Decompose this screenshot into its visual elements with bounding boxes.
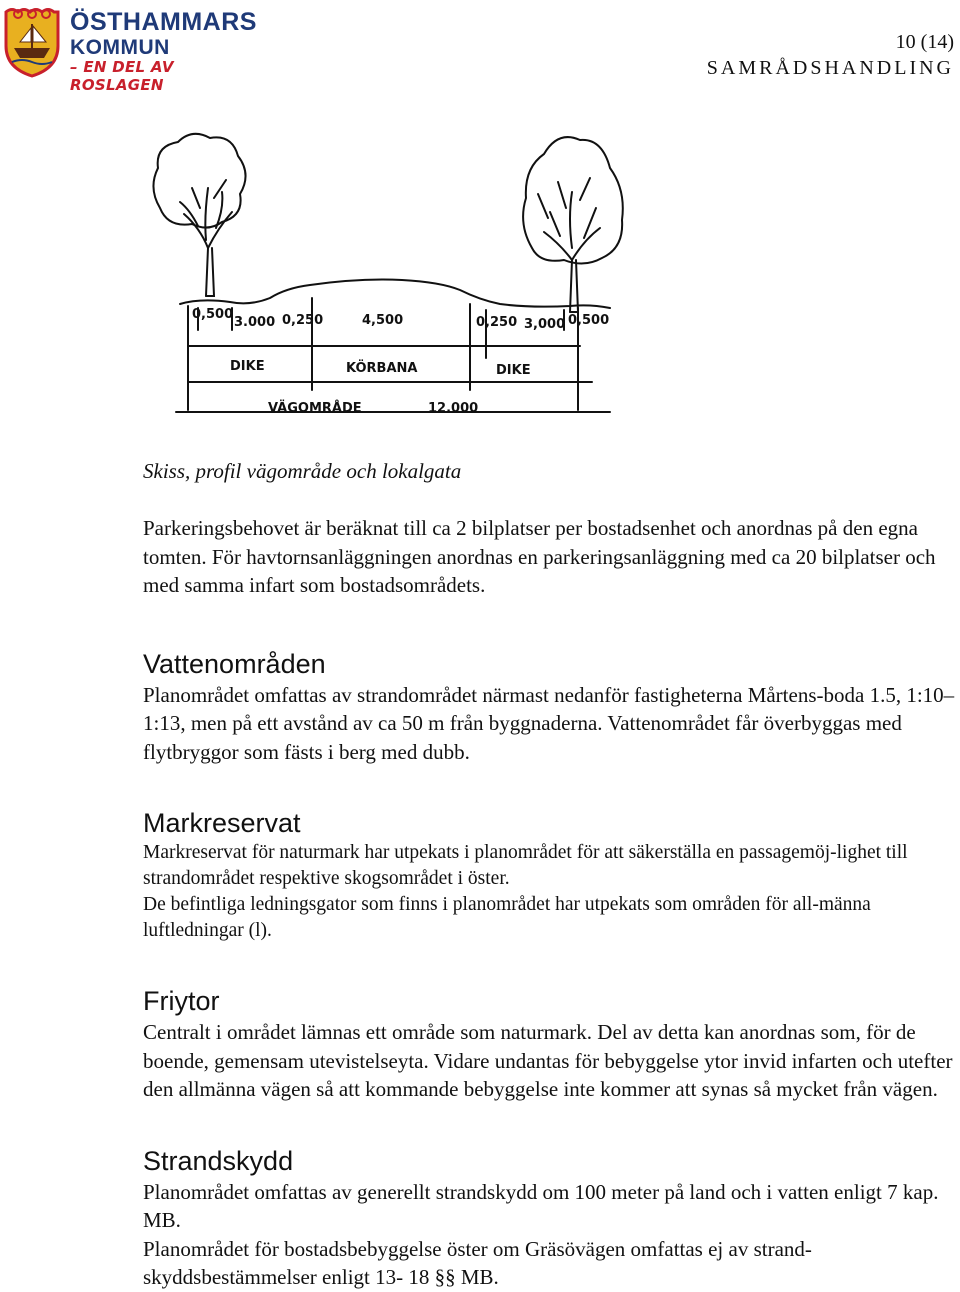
section-paragraph: De befintliga ledningsgator som finns i planområdet har utpekats som områden för all-männa luftledningar (l).: [143, 894, 871, 941]
logo-tagline: – EN DEL AV ROSLAGEN: [70, 58, 174, 94]
tree-right-icon: [523, 137, 623, 312]
logo-name-line1: ÖSTHAMMARS: [70, 8, 257, 36]
section-paragraph: Planområdet för bostadsbebyggelse öster om Gräsövägen omfattas ej av strand-skyddsbestämmelser enligt 13- 18 §§ MB.: [143, 1236, 812, 1289]
label-verge-left: 0,250: [282, 313, 324, 328]
section-paragraph: Centralt i området lämnas ett område som naturmark. Del av detta kan anordnas som, för de boende, gemensam utevistelseyta. Vidare undantas för bebyggelse ytor invid infarten och utefter den allmänna vägen så att kommande bebyggelse inte kommer att synas så mycket från vägen.: [143, 1020, 953, 1101]
tree-left-icon: [153, 134, 245, 296]
label-ditch-right-width: 3,000: [524, 317, 566, 332]
section-heading: Friytor: [143, 986, 220, 1016]
section-paragraph: Markreservat för naturmark har utpekats i planområdet för att säkerställa en passagemöj-lighet till strandområdet respektive skogsområdet i öster.: [143, 842, 908, 889]
section-heading: Strandskydd: [143, 1145, 294, 1176]
label-ditch-left-width: 3.000: [234, 315, 276, 330]
section-paragraph: Planområdet omfattas av generellt strandskydd om 100 meter på land och i vatten enligt 7 kap. MB.: [143, 1179, 939, 1232]
logo-name-line2: KOMMUN: [70, 36, 170, 59]
section-heading: Vattenområden: [143, 648, 326, 679]
section-heading: Markreservat: [143, 808, 301, 838]
label-verge-right: 0,250: [476, 315, 518, 330]
section-markreservat: [143, 806, 958, 944]
label-shoulder-right: 0,500: [568, 313, 610, 328]
document-body: [143, 456, 958, 1292]
municipality-logo: [2, 4, 257, 94]
section-paragraph: Planområdet omfattas av strandområdet närmast nedanför fastigheterna Mårtens-boda 1.5, 1:10–1:13, men på ett avstånd av ca 50 m från byggnaderna. Vattenområdet får överbyggas med flytbryggor som fästs i berg med dubb.: [143, 682, 955, 764]
coat-of-arms-icon: [2, 6, 62, 78]
label-dike-left: DIKE: [230, 359, 265, 374]
label-vagomrade: VÄGOMRÅDE: [268, 401, 362, 416]
label-total-width: 12.000: [428, 401, 479, 416]
road-profile-sketch: [140, 128, 640, 428]
section-vattenomraden: [143, 647, 958, 767]
label-korbana: KÖRBANA: [346, 361, 418, 376]
page-header: [707, 30, 954, 82]
parking-paragraph: Parkeringsbehovet är beräknat till ca 2 bilplatser per bostadsenhet och anordnas på den egna tomten. För havtornsanläggningen anordnas en parkeringsanläggning med ca 20 bilplatser och med samma infart som bostadsområdets.: [143, 516, 936, 597]
section-strandskydd: [143, 1144, 958, 1292]
label-dike-right: DIKE: [496, 363, 531, 378]
label-carriageway-width: 4,500: [362, 313, 404, 328]
label-shoulder-left: 0,500: [192, 307, 234, 322]
sketch-caption: Skiss, profil vägområde och lokalgata: [143, 459, 462, 483]
document-title: SAMRÅDSHANDLING: [706, 57, 954, 79]
section-friytor: [143, 984, 958, 1104]
page-number: 10 (14): [895, 31, 954, 53]
